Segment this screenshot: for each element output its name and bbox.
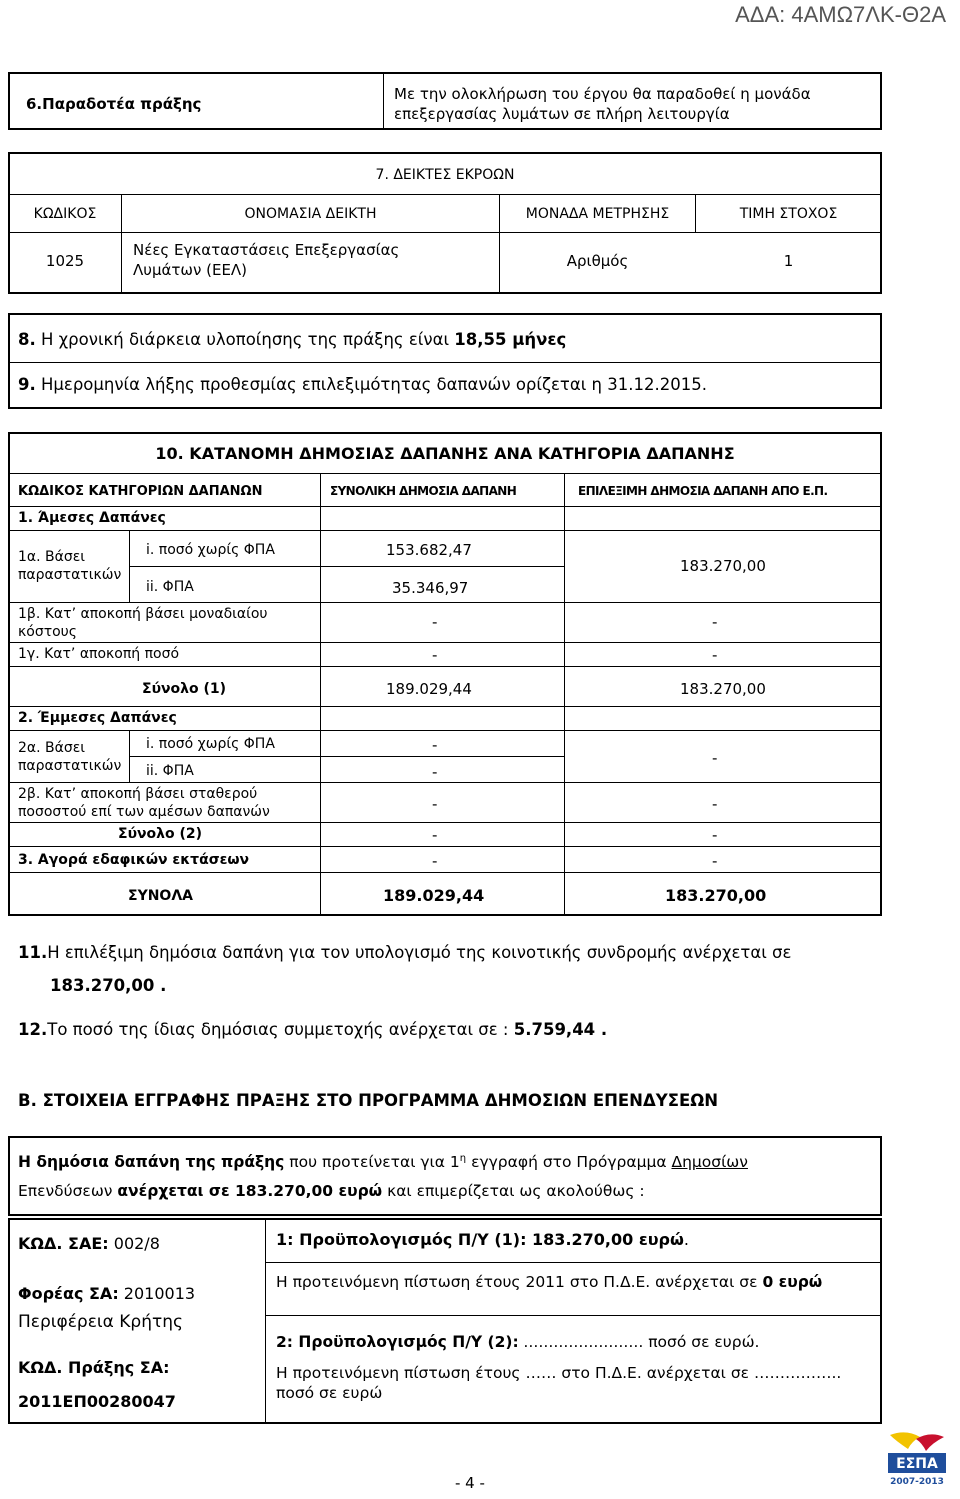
lump-eligible: - bbox=[712, 646, 718, 664]
sae-line-1 bbox=[266, 1262, 881, 1263]
deliverable-divider bbox=[383, 73, 384, 129]
duration-value: 18,55 μήνες bbox=[454, 330, 567, 349]
ada-code: ΑΔΑ: 4ΑΜΩ7ΛΚ-Θ2Α bbox=[735, 2, 946, 27]
espa-logo bbox=[886, 1429, 948, 1487]
allocation-line-1 bbox=[9, 530, 881, 531]
indicators-line-2 bbox=[9, 232, 881, 233]
allocation-line-1d bbox=[9, 666, 881, 667]
allocation-line-title bbox=[9, 473, 881, 474]
section-b-title: Β. ΣΤΟΙΧΕΙΑ ΕΓΓΡΑΦΗΣ ΠΡΑΞΗΣ ΣΤΟ ΠΡΟΓΡΑΜΜΑ ΔΗΜΟΣΙΩΝ ΕΠΕΝΔΥΣΕΩΝ bbox=[18, 1091, 719, 1110]
grand-total-label: ΣΥΝΟΛΑ bbox=[128, 888, 193, 904]
pde-intro-line-1 bbox=[18, 1149, 748, 1172]
indicators-line-1 bbox=[9, 194, 881, 195]
indirect-basis-label-2: παραστατικών bbox=[18, 758, 122, 774]
indirect-net-value: - bbox=[432, 736, 438, 754]
indirect-basis-eligible: - bbox=[712, 749, 718, 767]
page-number: - 4 - bbox=[455, 1474, 485, 1492]
unit-cost-eligible: - bbox=[712, 613, 718, 631]
direct-basis-label-2: παραστατικών bbox=[18, 567, 122, 583]
para-11-amount: 183.270,00 . bbox=[50, 976, 167, 995]
logo-years: 2007-2013 bbox=[890, 1477, 944, 1487]
deadline-number: 9. bbox=[18, 375, 36, 394]
indirect-basis-label-1: 2α. Βάσει bbox=[18, 740, 86, 756]
allocation-line-1b bbox=[9, 602, 881, 603]
direct-net-value: 153.682,47 bbox=[386, 541, 472, 559]
deadline-line bbox=[18, 375, 707, 394]
indirect-net-label: i. ποσό χωρίς ΦΠΑ bbox=[146, 736, 275, 752]
allocation-line-2b bbox=[9, 782, 881, 783]
credit-1-text: Η προτεινόμενη πίστωση έτους 2011 στο Π.Δ.Ε. ανέρχεται σε bbox=[276, 1273, 763, 1291]
direct-sum-eligible: 183.270,00 bbox=[680, 680, 766, 698]
deadline-text: Ημερομηνία λήξης προθεσμίας επιλεξιμότητας δαπανών ορίζεται η 31.12.2015. bbox=[35, 375, 707, 394]
col-code-header: ΚΩΔΙΚΟΣ ΚΑΤΗΓΟΡΙΩΝ ΔΑΠΑΝΩΝ bbox=[18, 484, 263, 499]
direct-sum-total: 189.029,44 bbox=[386, 680, 472, 698]
indicators-title: 7. ΔΕΙΚΤΕΣ ΕΚΡΟΩΝ bbox=[375, 167, 515, 183]
duration-divider bbox=[9, 362, 881, 363]
col-total-header: ΣΥΝΟΛΙΚΗ ΔΗΜΟΣΙΑ ΔΑΠΑΝΗ bbox=[330, 484, 517, 498]
allocation-table bbox=[8, 432, 882, 916]
para-12-number: 12. bbox=[18, 1020, 48, 1039]
allocation-line-2c bbox=[9, 822, 881, 823]
credit-2-tail: ποσό σε ευρώ bbox=[276, 1384, 383, 1402]
sae-foreas-label: Φορέας ΣΑ: bbox=[18, 1284, 119, 1303]
allocation-title: 10. ΚΑΤΑΝΟΜΗ ΔΗΜΟΣΙΑΣ ΔΑΠΑΝΗΣ ΑΝΑ ΚΑΤΗΓΟΡΙΑ ΔΑΠΑΝΗΣ bbox=[155, 444, 735, 463]
grand-total-total: 189.029,44 bbox=[383, 886, 485, 905]
indicator-name-2: Λυμάτων (ΕΕΛ) bbox=[133, 261, 248, 279]
budget-2 bbox=[276, 1333, 759, 1351]
indicators-header-name: ΟΝΟΜΑΣΙΑ ΔΕΙΚΤΗ bbox=[244, 206, 377, 222]
indicators-header-unit: ΜΟΝΑΔΑ ΜΕΤΡΗΣΗΣ bbox=[525, 206, 670, 222]
duration-box bbox=[8, 313, 882, 409]
allocation-line-head bbox=[9, 506, 881, 507]
pde-intro-link: Δημοσίων bbox=[671, 1153, 748, 1172]
duration-number: 8. bbox=[18, 330, 36, 349]
allocation-line-3 bbox=[9, 872, 881, 873]
unit-cost-total: - bbox=[432, 613, 438, 631]
unit-cost-label-2: κόστους bbox=[18, 624, 78, 640]
sae-foreas bbox=[18, 1284, 195, 1303]
credit-1 bbox=[276, 1273, 822, 1291]
credit-2: Η προτεινόμενη πίστωση έτους …… στο Π.Δ.Ε. ανέρχεται σε …………….. bbox=[276, 1364, 842, 1382]
allocation-line-2 bbox=[9, 730, 881, 731]
budget-1-label: 1: Προϋπολογισμός Π/Υ (1): 183.270,00 ευρώ bbox=[276, 1230, 684, 1249]
grand-total-eligible: 183.270,00 bbox=[665, 886, 767, 905]
allocation-line-s2 bbox=[9, 846, 881, 847]
indirect-vat-label: ii. ΦΠΑ bbox=[146, 763, 194, 779]
deliverable-label: 6.Παραδοτέα πράξης bbox=[26, 95, 202, 113]
flat-rate-eligible: - bbox=[712, 795, 718, 813]
sae-line-2 bbox=[266, 1315, 881, 1316]
land-label: 3. Αγορά εδαφικών εκτάσεων bbox=[18, 852, 250, 868]
para-11-text: Η επιλέξιμη δημόσια δαπάνη για τον υπολογισμό της κοινοτικής συνδρομής ανέρχεται σε bbox=[47, 943, 792, 962]
sae-project-code: 2011ΕΠ00280047 bbox=[18, 1392, 176, 1411]
para-11-number: 11. bbox=[18, 943, 48, 962]
allocation-col-2 bbox=[564, 473, 565, 915]
direct-heading: 1. Άμεσες Δαπάνες bbox=[18, 510, 166, 526]
land-eligible: - bbox=[712, 852, 718, 870]
sae-code-value: 002/8 bbox=[108, 1234, 160, 1253]
sae-divider bbox=[265, 1219, 266, 1423]
unit-cost-label-1: 1β. Κατ’ αποκοπή βάσει μοναδιαίου bbox=[18, 606, 268, 622]
indicator-unit: Αριθμός bbox=[566, 252, 629, 270]
budget-2-label: 2: Προϋπολογισμός Π/Υ (2): bbox=[276, 1333, 519, 1351]
indirect-sum-label: Σύνολο (2) bbox=[118, 826, 203, 842]
col-eligible-header: ΕΠΙΛΕΞΙΜΗ ΔΗΜΟΣΙΑ ΔΑΠΑΝΗ ΑΠΟ Ε.Π. bbox=[578, 484, 828, 498]
direct-net-label: i. ποσό χωρίς ΦΠΑ bbox=[146, 542, 275, 558]
credit-1-value: 0 ευρώ bbox=[762, 1273, 823, 1291]
lump-label: 1γ. Κατ’ αποκοπή ποσό bbox=[18, 646, 180, 662]
pde-intro-line-2 bbox=[18, 1181, 645, 1201]
direct-basis-label-1: 1α. Βάσει bbox=[18, 549, 86, 565]
deliverable-text-1: Με την ολοκλήρωση του έργου θα παραδοθεί η μονάδα bbox=[394, 85, 811, 103]
logo-swoosh-yellow bbox=[890, 1432, 920, 1449]
pde-line2-text-1: Επενδύσεων bbox=[18, 1182, 118, 1200]
logo-swoosh-red bbox=[916, 1434, 944, 1451]
direct-sum-label: Σύνολο (1) bbox=[142, 681, 227, 697]
allocation-col-1 bbox=[320, 473, 321, 915]
flat-rate-label-1: 2β. Κατ’ αποκοπή βάσει σταθερού bbox=[18, 786, 258, 802]
indicators-header-target: ΤΙΜΗ ΣΤΟΧΟΣ bbox=[739, 206, 838, 222]
logo-text: ΕΣΠΑ bbox=[896, 1456, 938, 1472]
indirect-heading: 2. Έμμεσες Δαπάνες bbox=[18, 710, 177, 726]
allocation-line-s1 bbox=[9, 706, 881, 707]
pde-intro-text-1: που προτείνεται για 1 bbox=[284, 1153, 460, 1172]
direct-vat-label: ii. ΦΠΑ bbox=[146, 579, 194, 595]
duration-prefix: Η χρονική διάρκεια υλοποίησης της πράξης είναι bbox=[35, 330, 455, 349]
indirect-vat-value: - bbox=[432, 763, 438, 781]
land-total: - bbox=[432, 852, 438, 870]
flat-rate-label-2: ποσοστού επί των αμέσων δαπανών bbox=[18, 804, 270, 820]
duration-line bbox=[18, 330, 566, 349]
flat-rate-total: - bbox=[432, 795, 438, 813]
sae-region: Περιφέρεια Κρήτης bbox=[18, 1312, 183, 1332]
pde-line2-text-2: και επιμερίζεται ως ακολούθως : bbox=[382, 1182, 645, 1200]
indicator-name-1: Νέες Εγκαταστάσεις Επεξεργασίας bbox=[133, 241, 400, 259]
pde-intro-text-2: εγγραφή στο Πρόγραμμα bbox=[466, 1153, 672, 1172]
para-11 bbox=[18, 943, 791, 962]
indirect-sum-total: - bbox=[432, 826, 438, 844]
pde-intro-box bbox=[8, 1136, 882, 1216]
para-12 bbox=[18, 1020, 607, 1039]
pde-intro-bold: Η δημόσια δαπάνη της πράξης bbox=[18, 1153, 285, 1172]
sae-project-label: ΚΩΔ. Πράξης ΣΑ: bbox=[18, 1358, 170, 1377]
indicator-code: 1025 bbox=[45, 252, 85, 270]
allocation-line-2a bbox=[129, 756, 564, 757]
sae-code-label: ΚΩΔ. ΣΑΕ: bbox=[18, 1234, 109, 1253]
para-12-text: Το ποσό της ίδιας δημόσιας συμμετοχής ανέρχεται σε : bbox=[47, 1020, 514, 1039]
pde-line2-bold: ανέρχεται σε 183.270,00 ευρώ bbox=[117, 1182, 383, 1200]
sae-code bbox=[18, 1234, 160, 1253]
indicators-header-code: ΚΩΔΙΚΟΣ bbox=[33, 206, 97, 222]
lump-total: - bbox=[432, 646, 438, 664]
budget-1-end: . bbox=[683, 1230, 689, 1249]
direct-basis-eligible: 183.270,00 bbox=[680, 557, 766, 575]
indicator-target: 1 bbox=[783, 252, 794, 270]
indirect-sum-eligible: - bbox=[712, 826, 718, 844]
allocation-line-1a bbox=[129, 566, 564, 567]
direct-vat-value: 35.346,97 bbox=[392, 579, 469, 597]
budget-2-dots: …………………… bbox=[518, 1333, 649, 1351]
allocation-line-1c bbox=[9, 642, 881, 643]
sae-foreas-value: 2010013 bbox=[118, 1284, 196, 1303]
budget-1 bbox=[276, 1230, 689, 1249]
pde-intro-sup: η bbox=[459, 1153, 467, 1164]
para-12-amount: 5.759,44 . bbox=[513, 1020, 608, 1039]
budget-2-tail: ποσό σε ευρώ. bbox=[648, 1333, 760, 1351]
deliverable-text-2: επεξεργασίας λυμάτων σε πλήρη λειτουργία bbox=[394, 105, 730, 123]
